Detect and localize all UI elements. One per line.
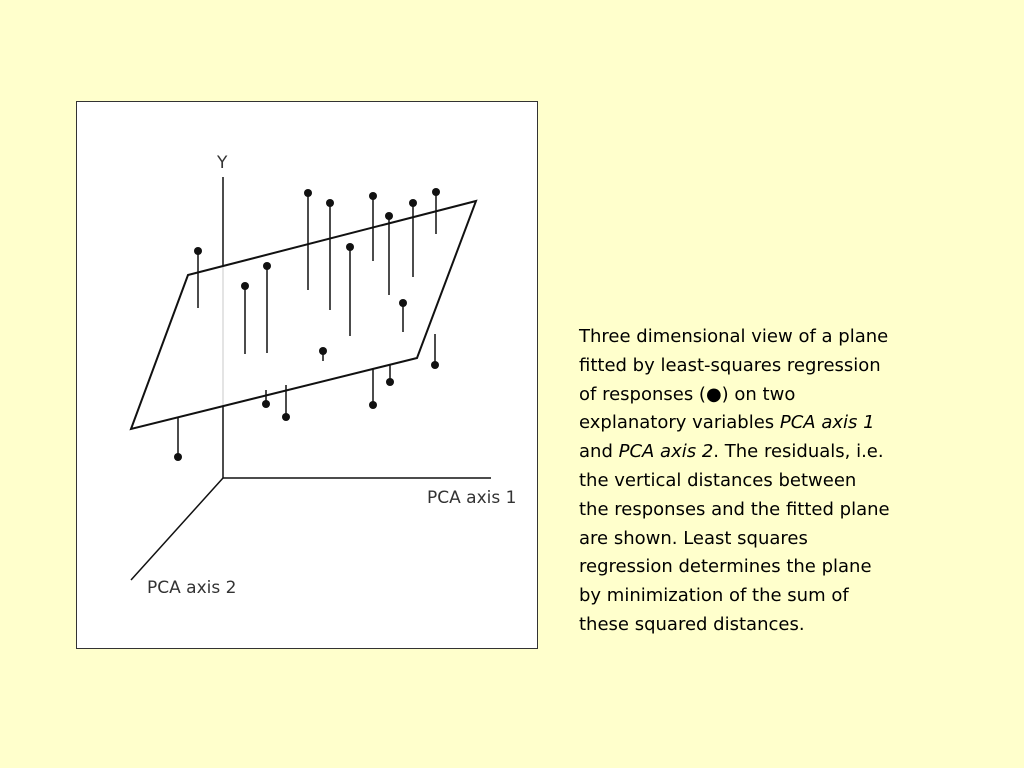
caption-line: Three dimensional view of a plane <box>579 326 889 347</box>
pca-axis-2 <box>131 478 223 580</box>
regression-plane-diagram <box>77 102 539 650</box>
caption-line: these squared distances. <box>579 613 805 635</box>
y-axis-label: Y <box>217 153 228 173</box>
residual-point <box>174 417 182 461</box>
caption-text: and <box>579 441 619 463</box>
residual-point <box>369 368 377 409</box>
caption-line: regression determines the plane <box>579 556 872 578</box>
caption-text: . The residuals, i.e. <box>713 441 884 463</box>
caption-text: explanatory variables <box>579 412 780 434</box>
caption-line <box>579 438 949 467</box>
caption-line: by minimization of the sum of <box>579 585 849 607</box>
caption-line: the responses and the fitted plane <box>579 498 890 520</box>
caption-line: are shown. Least squares <box>579 527 808 549</box>
caption-line: of responses (●) on two <box>579 383 796 405</box>
figure-caption <box>579 323 949 640</box>
residual-point <box>386 364 394 386</box>
fitted-plane <box>131 201 476 429</box>
pca-axis-2-label: PCA axis 2 <box>147 578 237 598</box>
caption-line: fitted by least-squares regression <box>579 354 881 376</box>
regression-plane-figure <box>76 101 538 649</box>
pca-axis-1-label: PCA axis 1 <box>427 488 517 508</box>
caption-line <box>579 409 949 438</box>
residual-point <box>431 334 439 369</box>
caption-variable-pca-axis-1: PCA axis 1 <box>779 412 875 434</box>
caption-variable-pca-axis-2: PCA axis 2 <box>618 441 714 463</box>
caption-line: the vertical distances between <box>579 469 857 491</box>
